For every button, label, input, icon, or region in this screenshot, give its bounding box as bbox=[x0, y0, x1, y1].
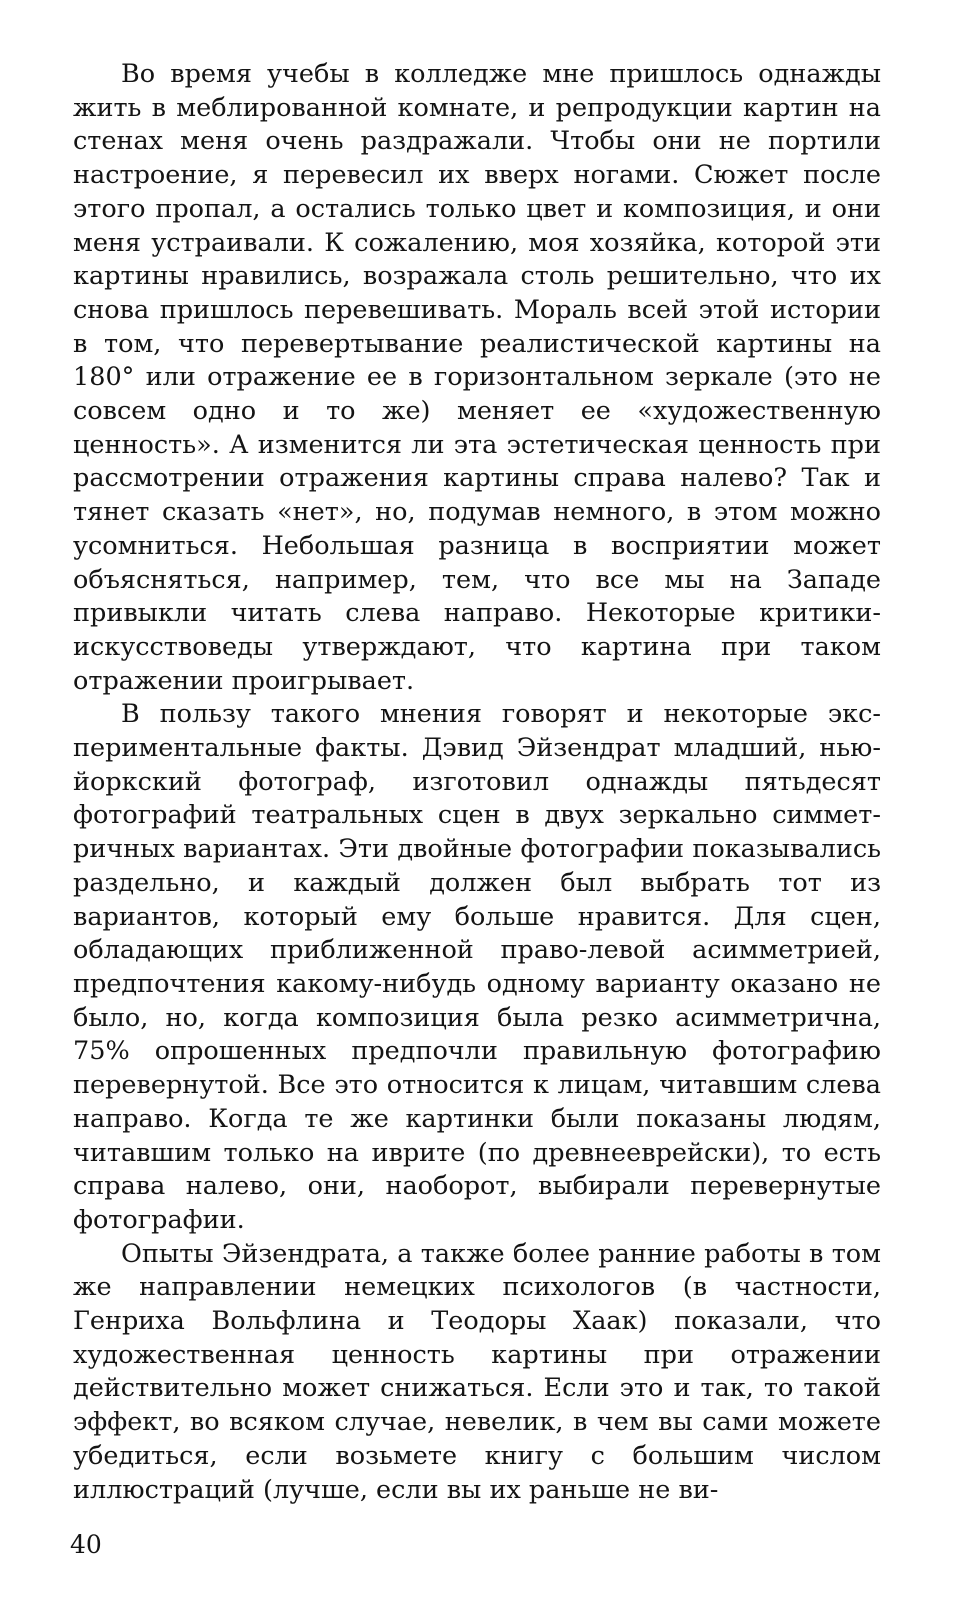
paragraph-3: Опыты Эйзендрата, а также более ранние работы в том же направлении немецких психологов (в частности, Генриха Вольфлина и Теодоры Хаак) показали, что художественная ценность картины при отражении действительно может снижаться. Если это и так, то такой эффект, во всяком случае, невелик, в чем вы сами можете убедиться, если возьмете книгу с большим числом иллюстраций (лучше, если вы их раньше не ви- bbox=[73, 1238, 881, 1505]
paragraph-1: Во время учебы в колледже мне пришлось однажды жить в меблированной комнате, и репродукции картин на стенах меня очень раздражали. Чтобы они не портили настроение, я перевесил их вверх ногами. Сюжет после этого пропал, а остались только цвет и композиция, и они меня устраивали. К сожалению, моя хозяйка, которой эти картины нравились, возражала столь решительно, что их снова пришлось перевешивать. Мораль всей этой истории в том, что перевертывание реалистической картины на 180° или отражение ее в горизонтальном зеркале (это не совсем одно и то же) меняет ее «художественную ценность». А изменится ли эта эстетическая ценность при рассмотрении отражения картины справа налево? Так и тянет сказать «нет», но, подумав немного, в этом можно усомниться. Небольшая разница в восприятии может объясняться, например, тем, что все мы на Западе привыкли читать слева направо. Некоторые критики-искусствоведы утверждают, что картина при таком отражении проигрывает. bbox=[73, 59, 881, 696]
paragraph-2: В пользу такого мнения говорят и некоторые экспериментальные факты. Дэвид Эйзендрат младший, нью-йоркский фотограф, изготовил однажды пятьдесят фотографий театральных сцен в двух зеркально симметричных вариантах. Эти двойные фотографии показывались раздельно, и каждый должен был выбрать тот из вариантов, который ему больше нравится. Для сцен, обладающих приближенной право-левой асимметрией, предпочтения какому-нибудь одному варианту оказано не было, но, когда композиция была резко асимметрична, 75% опрошенных предпочли правильную фотографию перевернутой. Все это относится к лицам, читавшим слева направо. Когда те же картинки были показаны людям, читавшим только на иврите (по древнееврейски), то есть справа налево, они, наоборот, выбирали перевернутые фотографии. bbox=[73, 699, 881, 1235]
book-page-body bbox=[73, 58, 881, 1507]
page-number: 40 bbox=[70, 1530, 102, 1559]
